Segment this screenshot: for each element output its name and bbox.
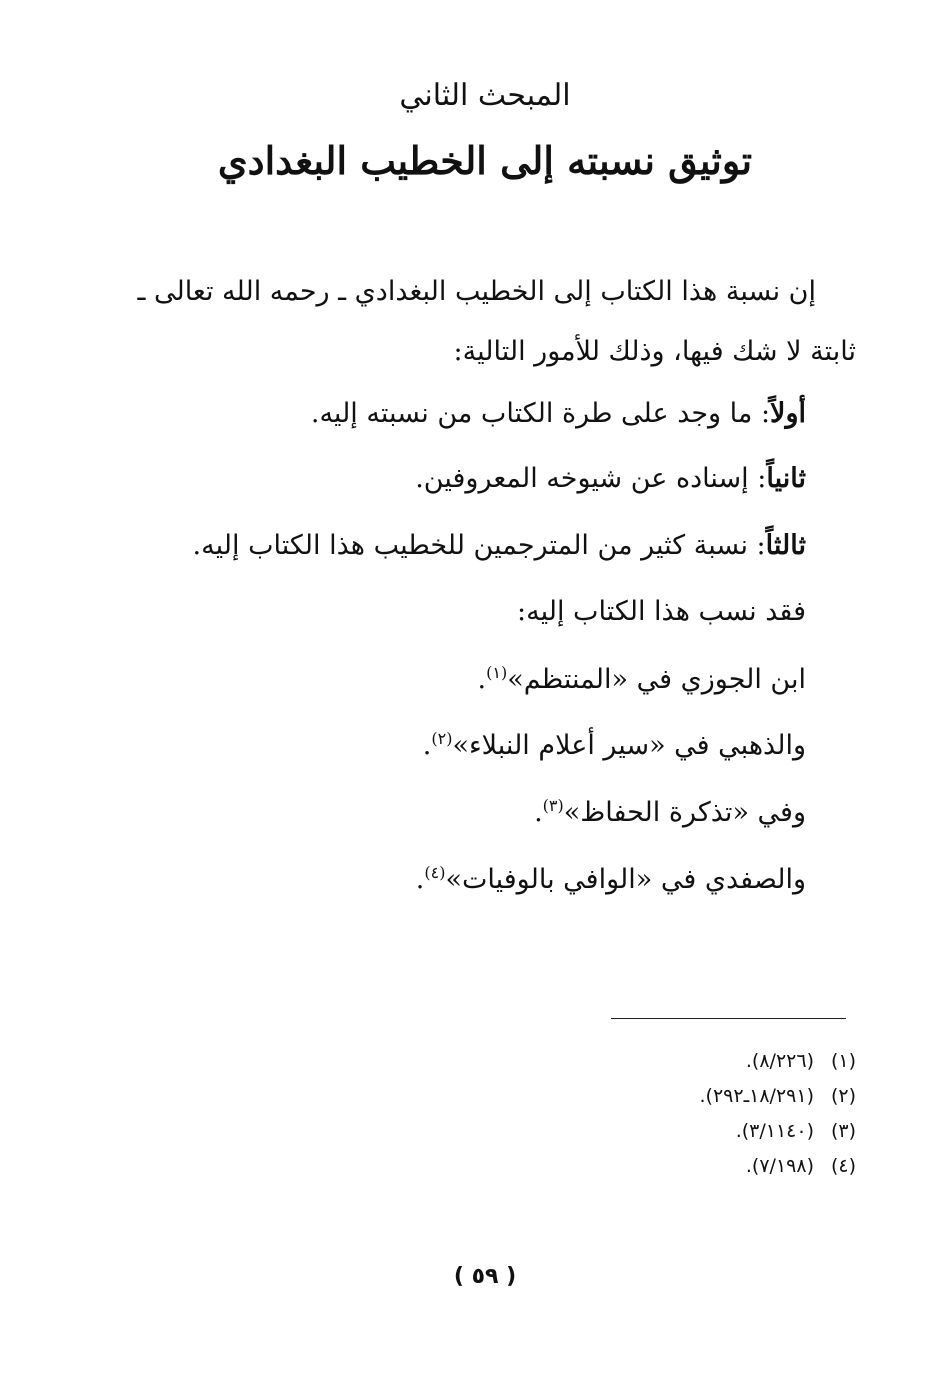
- footnote-separator: [611, 1018, 846, 1019]
- footnote-number: (٢): [830, 1085, 856, 1107]
- lead-line: فقد نسب هذا الكتاب إليه:: [517, 596, 806, 627]
- intro-line-2: ثابتة لا شك فيها، وذلك للأمور التالية:: [453, 336, 856, 367]
- section-label: المبحث الثاني: [399, 78, 571, 113]
- footnote-number: (٣): [830, 1120, 856, 1142]
- footnote-number: (٤): [830, 1155, 856, 1177]
- citation-text: والذهبي في «سير أعلام النبلاء»: [452, 730, 806, 761]
- citation-text: ابن الجوزي في «المنتظم»: [507, 664, 806, 695]
- footnote-ref: (٣): [542, 796, 564, 815]
- citation-text: والصفدي في «الوافي بالوفيات»: [445, 864, 806, 895]
- section-title: توثيق نسبته إلى الخطيب البغدادي: [217, 138, 753, 183]
- footnote-ref: (٤): [424, 863, 446, 882]
- footnote: [736, 1120, 856, 1142]
- page-number: ( ٥٩ ): [453, 1264, 517, 1289]
- footnote-text: (٧/١٩٨).: [745, 1155, 814, 1177]
- footnote: [746, 1155, 856, 1177]
- citation-line: [423, 730, 806, 761]
- point-label: ثانياً: [766, 463, 806, 494]
- point-text: : إسناده عن شيوخه المعروفين.: [415, 463, 767, 494]
- citation-end: .: [477, 664, 487, 695]
- footnote-number: (١): [830, 1050, 856, 1072]
- footnote-ref: (١): [486, 663, 508, 682]
- citation-end: .: [415, 864, 425, 895]
- point-label: ثالثاً: [765, 530, 806, 561]
- citation-line: [534, 797, 806, 828]
- citation-text: وفي «تذكرة الحفاظ»: [563, 797, 806, 828]
- point-third: [193, 530, 806, 561]
- footnote: [699, 1085, 856, 1107]
- point-label: أولاً: [770, 398, 806, 429]
- footnote-text: (١٨/٢٩١ـ٢٩٢).: [699, 1085, 814, 1107]
- intro-line-1: إن نسبة هذا الكتاب إلى الخطيب البغدادي ـ رحمه الله تعالى ـ: [137, 276, 816, 307]
- footnote-text: (٨/٢٢٦).: [745, 1050, 814, 1072]
- point-text: : نسبة كثير من المترجمين للخطيب هذا الكتاب إليه.: [192, 530, 766, 561]
- point-second: [415, 463, 806, 494]
- citation-line: [478, 664, 806, 695]
- footnote-text: (٣/١١٤٠).: [735, 1120, 814, 1142]
- citation-line: [416, 864, 806, 895]
- point-first: [311, 398, 806, 429]
- point-text: : ما وجد على طرة الكتاب من نسبته إليه.: [310, 398, 771, 429]
- intro-paragraph: [96, 262, 856, 382]
- footnote-ref: (٢): [431, 729, 453, 748]
- footnote: [746, 1050, 856, 1072]
- citation-end: .: [422, 730, 432, 761]
- citation-end: .: [534, 797, 543, 828]
